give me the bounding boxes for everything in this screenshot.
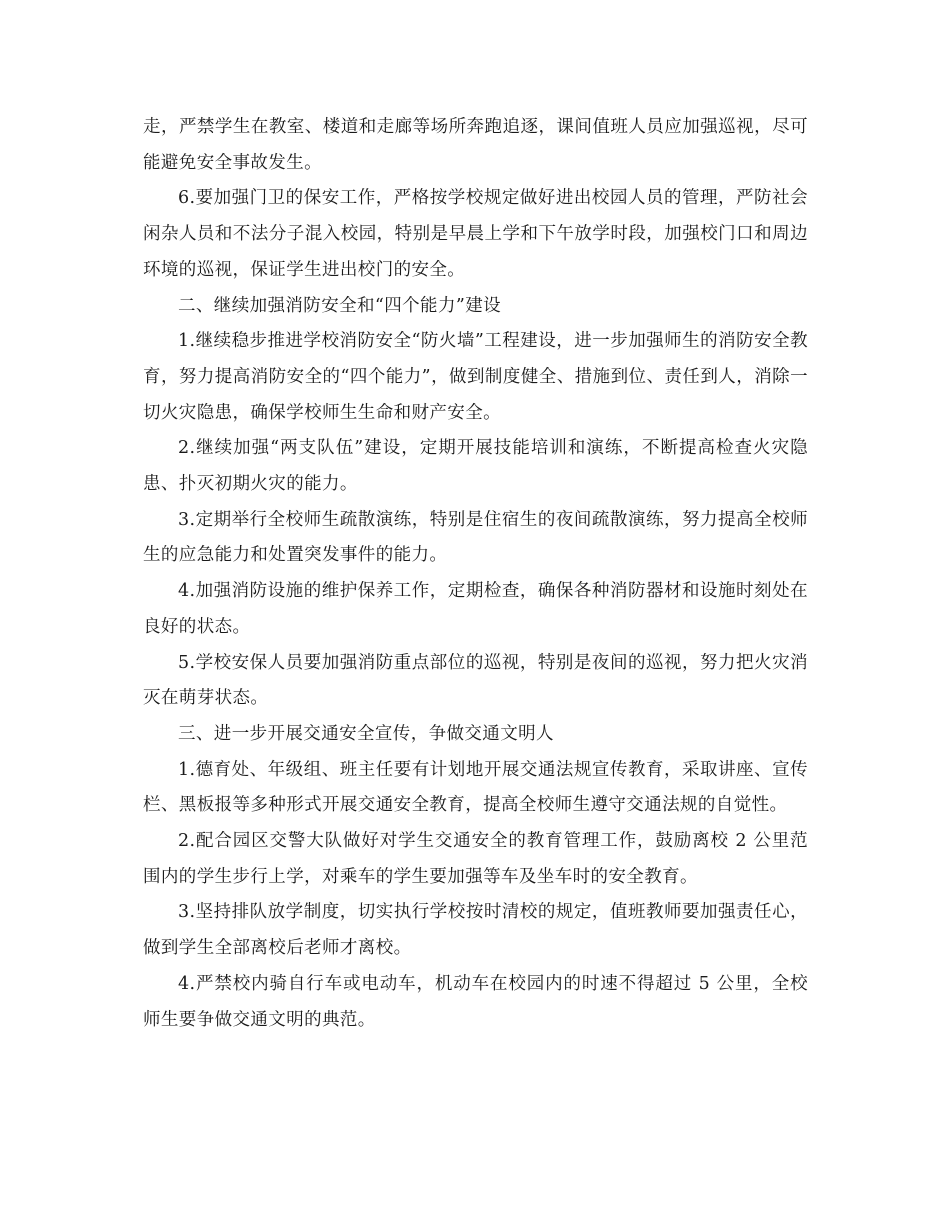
paragraph-traffic-police: 2.配合园区交警大队做好对学生交通安全的教育管理工作，鼓励离校 2 公里范围内的学生步行上学，对乘车的学生要加强等车及坐车时的安全教育。 [143, 831, 808, 887]
paragraph-queue-dismissal: 3.坚持排队放学制度，切实执行学校按时清校的规定，值班教师要加强责任心，做到学生全部离校后老师才离校。 [143, 902, 808, 959]
section-heading-fire-safety: 二、继续加强消防安全和“四个能力”建设 [178, 295, 501, 316]
document-page [143, 110, 808, 1038]
paragraph-gatekeeping: 6.要加强门卫的保安工作，严格按学校规定做好进出校园人员的管理，严防社会闲杂人员和不法分子混入校园，特别是早晨上学和下午放学时段，加强校门口和周边环境的巡视，保证学生进出校门的安全。 [143, 188, 808, 280]
paragraph-equipment-maintenance: 4.加强消防设施的维护保养工作，定期检查，确保各种消防器材和设施时刻处在良好的状态。 [143, 581, 808, 637]
paragraph-two-teams: 2.继续加强“两支队伍”建设，定期开展技能培训和演练，不断提高检查火灾隐患、扑灭初期火灾的能力。 [143, 438, 808, 495]
paragraph-continuation: 走，严禁学生在教室、楼道和走廊等场所奔跑追逐，课间值班人员应加强巡视，尽可能避免安全事故发生。 [143, 117, 808, 173]
paragraph-traffic-education: 1.德育处、年级组、班主任要有计划地开展交通法规宣传教育，采取讲座、宣传栏、黑板报等多种形式开展交通安全教育，提高全校师生遵守交通法规的自觉性。 [143, 759, 808, 816]
section-heading-traffic-safety: 三、进一步开展交通安全宣传，争做交通文明人 [178, 723, 554, 744]
paragraph-vehicle-speed: 4.严禁校内骑自行车或电动车，机动车在校园内的时速不得超过 5 公里，全校师生要争做交通文明的典范。 [143, 973, 808, 1030]
paragraph-firewall: 1.继续稳步推进学校消防安全“防火墙”工程建设，进一步加强师生的消防安全教育，努力提高消防安全的“四个能力”，做到制度健全、措施到位、责任到人，消除一切火灾隐患，确保学校师生生命和财产安全。 [143, 331, 808, 423]
paragraph-patrol: 5.学校安保人员要加强消防重点部位的巡视，特别是夜间的巡视，努力把火灾消灭在萌芽状态。 [143, 652, 808, 709]
paragraph-evacuation-drill: 3.定期举行全校师生疏散演练，特别是住宿生的夜间疏散演练，努力提高全校师生的应急能力和处置突发事件的能力。 [143, 509, 808, 566]
